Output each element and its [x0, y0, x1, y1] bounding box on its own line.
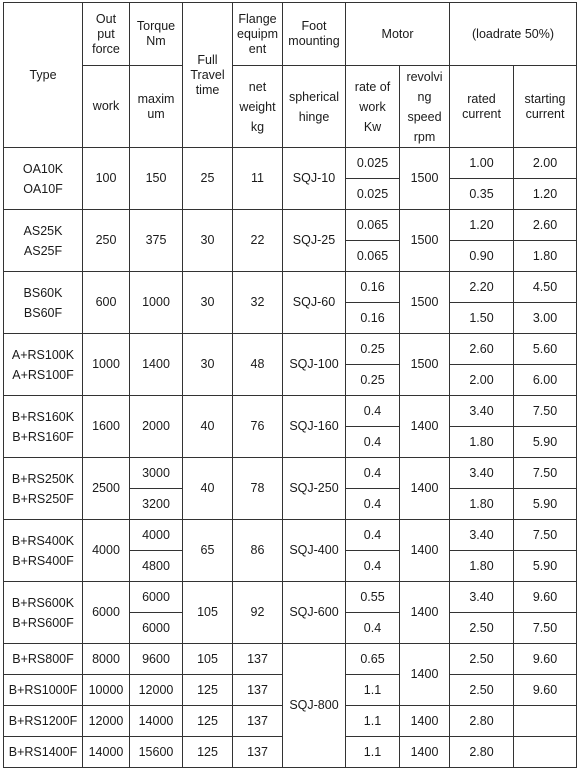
rated-current-cell: 1.00	[450, 148, 514, 179]
header-maximum: maxim um	[130, 66, 183, 148]
header-spherical-hinge: spherical hinge	[283, 66, 346, 148]
model-type-cell: B+RS1000F	[4, 675, 83, 706]
model-type-cell: B+RS800F	[4, 644, 83, 675]
rated-current-cell: 1.80	[450, 551, 514, 582]
rated-current-cell: 2.50	[450, 644, 514, 675]
header-foot-mounting: Foot mounting	[283, 3, 346, 66]
spherical-hinge-cell: SQJ-600	[283, 582, 346, 644]
net-weight-cell: 137	[233, 644, 283, 675]
table-row	[4, 396, 577, 427]
header-starting-current: starting current	[514, 66, 577, 148]
header-type: Type	[4, 3, 83, 148]
rate-of-work-cell: 0.025	[346, 179, 400, 210]
model-type-cell: AS25K AS25F	[4, 210, 83, 272]
spherical-hinge-cell: SQJ-60	[283, 272, 346, 334]
rated-current-cell: 1.20	[450, 210, 514, 241]
model-type-cell: B+RS160K B+RS160F	[4, 396, 83, 458]
rated-current-cell: 3.40	[450, 582, 514, 613]
model-type-cell: A+RS100K A+RS100F	[4, 334, 83, 396]
torque-cell: 6000	[130, 613, 183, 644]
net-weight-cell: 137	[233, 706, 283, 737]
revolving-speed-cell: 1500	[400, 272, 450, 334]
starting-current-cell	[514, 737, 577, 768]
rate-of-work-cell: 0.4	[346, 427, 400, 458]
revolving-speed-cell: 1400	[400, 706, 450, 737]
output-force-cell: 100	[83, 148, 130, 210]
spherical-hinge-cell: SQJ-800	[283, 644, 346, 768]
rate-of-work-cell: 0.4	[346, 489, 400, 520]
net-weight-cell: 48	[233, 334, 283, 396]
starting-current-cell: 1.80	[514, 241, 577, 272]
spherical-hinge-cell: SQJ-400	[283, 520, 346, 582]
output-force-cell: 600	[83, 272, 130, 334]
spec-table-container	[3, 2, 576, 775]
net-weight-cell: 32	[233, 272, 283, 334]
rated-current-cell: 1.80	[450, 427, 514, 458]
rate-of-work-cell: 0.16	[346, 303, 400, 334]
starting-current-cell: 1.20	[514, 179, 577, 210]
rated-current-cell: 2.50	[450, 613, 514, 644]
revolving-speed-cell: 1400	[400, 737, 450, 768]
table-row	[4, 210, 577, 241]
travel-time-cell: 30	[183, 272, 233, 334]
net-weight-cell: 11	[233, 148, 283, 210]
net-weight-cell: 137	[233, 737, 283, 768]
torque-cell: 1400	[130, 334, 183, 396]
torque-cell: 3000	[130, 458, 183, 489]
header-full-travel-time: Full Travel time	[183, 3, 233, 148]
starting-current-cell: 9.60	[514, 644, 577, 675]
starting-current-cell: 7.50	[514, 458, 577, 489]
rated-current-cell: 2.50	[450, 675, 514, 706]
output-force-cell: 12000	[83, 706, 130, 737]
travel-time-cell: 105	[183, 582, 233, 644]
header-revolving-speed: revolvi ng speed rpm	[400, 66, 450, 148]
spherical-hinge-cell: SQJ-10	[283, 148, 346, 210]
revolving-speed-cell: 1400	[400, 644, 450, 706]
rated-current-cell: 3.40	[450, 458, 514, 489]
model-type-cell: B+RS1400F	[4, 737, 83, 768]
output-force-cell: 10000	[83, 675, 130, 706]
rate-of-work-cell: 0.4	[346, 520, 400, 551]
net-weight-cell: 137	[233, 675, 283, 706]
header-flange-equipment: Flange equipm ent	[233, 3, 283, 66]
revolving-speed-cell: 1400	[400, 582, 450, 644]
spec-table	[3, 2, 577, 768]
travel-time-cell: 40	[183, 396, 233, 458]
header-output-force: Out put force	[83, 3, 130, 66]
rate-of-work-cell: 1.1	[346, 737, 400, 768]
rate-of-work-cell: 0.4	[346, 551, 400, 582]
starting-current-cell: 5.60	[514, 334, 577, 365]
travel-time-cell: 25	[183, 148, 233, 210]
travel-time-cell: 65	[183, 520, 233, 582]
table-row	[4, 458, 577, 489]
output-force-cell: 1000	[83, 334, 130, 396]
rated-current-cell: 1.50	[450, 303, 514, 334]
starting-current-cell: 5.90	[514, 551, 577, 582]
net-weight-cell: 22	[233, 210, 283, 272]
header-torque: Torque Nm	[130, 3, 183, 66]
travel-time-cell: 105	[183, 644, 233, 675]
travel-time-cell: 30	[183, 210, 233, 272]
rate-of-work-cell: 0.025	[346, 148, 400, 179]
torque-cell: 14000	[130, 706, 183, 737]
table-row	[4, 644, 577, 675]
torque-cell: 4800	[130, 551, 183, 582]
rate-of-work-cell: 0.65	[346, 644, 400, 675]
header-motor: Motor	[346, 3, 450, 66]
output-force-cell: 8000	[83, 644, 130, 675]
model-type-cell: B+RS250K B+RS250F	[4, 458, 83, 520]
table-body	[4, 148, 577, 768]
rate-of-work-cell: 0.065	[346, 241, 400, 272]
model-type-cell: OA10K OA10F	[4, 148, 83, 210]
starting-current-cell: 9.60	[514, 675, 577, 706]
torque-cell: 2000	[130, 396, 183, 458]
rate-of-work-cell: 1.1	[346, 706, 400, 737]
torque-cell: 15600	[130, 737, 183, 768]
torque-cell: 4000	[130, 520, 183, 551]
revolving-speed-cell: 1400	[400, 520, 450, 582]
output-force-cell: 2500	[83, 458, 130, 520]
travel-time-cell: 30	[183, 334, 233, 396]
travel-time-cell: 125	[183, 737, 233, 768]
rated-current-cell: 2.80	[450, 706, 514, 737]
revolving-speed-cell: 1500	[400, 334, 450, 396]
starting-current-cell: 9.60	[514, 582, 577, 613]
rate-of-work-cell: 0.4	[346, 613, 400, 644]
spherical-hinge-cell: SQJ-25	[283, 210, 346, 272]
torque-cell: 150	[130, 148, 183, 210]
header-loadrate: (loadrate 50%)	[450, 3, 577, 66]
starting-current-cell: 3.00	[514, 303, 577, 334]
torque-cell: 12000	[130, 675, 183, 706]
net-weight-cell: 76	[233, 396, 283, 458]
starting-current-cell: 7.50	[514, 520, 577, 551]
starting-current-cell: 2.00	[514, 148, 577, 179]
header-net-weight: net weight kg	[233, 66, 283, 148]
torque-cell: 375	[130, 210, 183, 272]
table-row	[4, 582, 577, 613]
rated-current-cell: 0.90	[450, 241, 514, 272]
output-force-cell: 14000	[83, 737, 130, 768]
rate-of-work-cell: 0.55	[346, 582, 400, 613]
header-rate-of-work: rate of work Kw	[346, 66, 400, 148]
revolving-speed-cell: 1500	[400, 148, 450, 210]
output-force-cell: 6000	[83, 582, 130, 644]
rated-current-cell: 3.40	[450, 520, 514, 551]
revolving-speed-cell: 1400	[400, 458, 450, 520]
header-work: work	[83, 66, 130, 148]
rated-current-cell: 2.60	[450, 334, 514, 365]
travel-time-cell: 125	[183, 675, 233, 706]
output-force-cell: 1600	[83, 396, 130, 458]
model-type-cell: B+RS600K B+RS600F	[4, 582, 83, 644]
starting-current-cell: 6.00	[514, 365, 577, 396]
spherical-hinge-cell: SQJ-160	[283, 396, 346, 458]
net-weight-cell: 86	[233, 520, 283, 582]
output-force-cell: 4000	[83, 520, 130, 582]
starting-current-cell: 7.50	[514, 613, 577, 644]
revolving-speed-cell: 1400	[400, 396, 450, 458]
net-weight-cell: 78	[233, 458, 283, 520]
revolving-speed-cell: 1500	[400, 210, 450, 272]
rated-current-cell: 0.35	[450, 179, 514, 210]
torque-cell: 3200	[130, 489, 183, 520]
model-type-cell: BS60K BS60F	[4, 272, 83, 334]
rate-of-work-cell: 0.25	[346, 365, 400, 396]
travel-time-cell: 125	[183, 706, 233, 737]
rated-current-cell: 2.00	[450, 365, 514, 396]
rated-current-cell: 1.80	[450, 489, 514, 520]
torque-cell: 9600	[130, 644, 183, 675]
torque-cell: 1000	[130, 272, 183, 334]
starting-current-cell: 5.90	[514, 427, 577, 458]
rate-of-work-cell: 0.4	[346, 458, 400, 489]
rate-of-work-cell: 0.065	[346, 210, 400, 241]
spherical-hinge-cell: SQJ-250	[283, 458, 346, 520]
starting-current-cell: 2.60	[514, 210, 577, 241]
header-rated-current: rated current	[450, 66, 514, 148]
model-type-cell: B+RS1200F	[4, 706, 83, 737]
rated-current-cell: 2.20	[450, 272, 514, 303]
spherical-hinge-cell: SQJ-100	[283, 334, 346, 396]
rate-of-work-cell: 1.1	[346, 675, 400, 706]
torque-cell: 6000	[130, 582, 183, 613]
output-force-cell: 250	[83, 210, 130, 272]
rate-of-work-cell: 0.4	[346, 396, 400, 427]
rated-current-cell: 2.80	[450, 737, 514, 768]
rated-current-cell: 3.40	[450, 396, 514, 427]
starting-current-cell: 4.50	[514, 272, 577, 303]
rate-of-work-cell: 0.25	[346, 334, 400, 365]
starting-current-cell	[514, 706, 577, 737]
starting-current-cell: 5.90	[514, 489, 577, 520]
travel-time-cell: 40	[183, 458, 233, 520]
net-weight-cell: 92	[233, 582, 283, 644]
starting-current-cell: 7.50	[514, 396, 577, 427]
table-row	[4, 148, 577, 179]
table-row	[4, 334, 577, 365]
table-row	[4, 272, 577, 303]
rate-of-work-cell: 0.16	[346, 272, 400, 303]
table-row	[4, 520, 577, 551]
model-type-cell: B+RS400K B+RS400F	[4, 520, 83, 582]
